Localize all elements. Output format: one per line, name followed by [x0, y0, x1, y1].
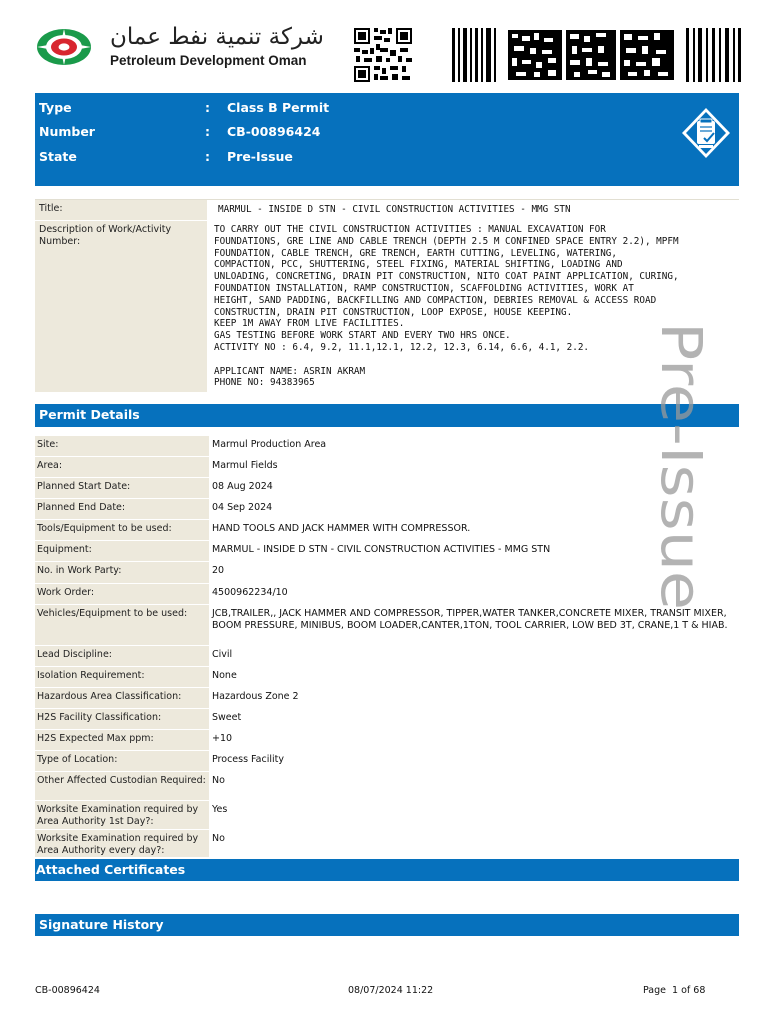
detail-value: 20: [212, 565, 225, 576]
detail-value: Hazardous Zone 2: [212, 691, 299, 702]
description-line: GAS TESTING BEFORE WORK START AND EVERY TWO HRS ONCE.: [214, 330, 511, 342]
detail-label: Worksite Examination required by Area Authority 1st Day?:: [35, 801, 209, 829]
pre-issue-watermark: [648, 318, 724, 618]
barcode-icon: [452, 28, 742, 82]
signature-history-header: Signature History: [35, 914, 739, 936]
detail-value: 4500962234/10: [212, 587, 288, 598]
state-value: Pre-Issue: [227, 149, 293, 164]
detail-label: Planned Start Date:: [35, 478, 209, 498]
detail-value: Sweet: [212, 712, 242, 723]
detail-label: Type of Location:: [35, 751, 209, 771]
detail-label: Tools/Equipment to be used:: [35, 520, 209, 540]
qr-code-icon: [354, 28, 412, 82]
detail-label: No. in Work Party:: [35, 562, 209, 583]
detail-row: [35, 457, 739, 477]
detail-row: [35, 751, 739, 771]
detail-label: Work Order:: [35, 584, 209, 604]
detail-label: Hazardous Area Classification:: [35, 688, 209, 708]
description-line: PHONE NO: 94383965: [214, 377, 315, 389]
detail-label: Site:: [35, 436, 209, 456]
detail-row: [35, 772, 739, 800]
detail-value: HAND TOOLS AND JACK HAMMER WITH COMPRESSOR.: [212, 523, 471, 534]
detail-label: Vehicles/Equipment to be used:: [35, 605, 209, 645]
state-label: State: [39, 149, 77, 164]
number-label: Number: [39, 124, 95, 139]
detail-value: Process Facility: [212, 754, 284, 765]
detail-row: [35, 646, 739, 666]
description-line: UNLOADING, CONCRETING, DRAIN PIT CONSTRUCTION, NITO COAT PAINT APPLICATION, CURING,: [214, 271, 679, 283]
detail-row: [35, 688, 739, 708]
number-separator: :: [205, 124, 210, 139]
detail-label: H2S Facility Classification:: [35, 709, 209, 729]
detail-value: MARMUL - INSIDE D STN - CIVIL CONSTRUCTION ACTIVITIES - MMG STN: [212, 544, 551, 555]
detail-value: Marmul Fields: [212, 460, 278, 471]
detail-label: Lead Discipline:: [35, 646, 209, 666]
detail-row: [35, 541, 739, 561]
detail-row: [35, 605, 739, 645]
description-line: APPLICANT NAME: ASRIN AKRAM: [214, 365, 366, 377]
detail-row: [35, 584, 739, 604]
description-line: CONSTRUCTIN, DRAIN PIT CONSTRUCTION, LOOP EXPOSE, HOUSE KEEPING.: [214, 306, 573, 318]
attached-certificates-header: Attached Certificates: [35, 859, 739, 881]
detail-label: H2S Expected Max ppm:: [35, 730, 209, 750]
logo-arabic-text: شركة تنمية نفط عمان: [110, 24, 324, 50]
detail-row: [35, 801, 739, 829]
description-line: COMPACTION, PCC, SHUTTERING, STEEL FIXING, MATERIAL SHIFTING, LOADING AND: [214, 259, 623, 271]
detail-label: Equipment:: [35, 541, 209, 561]
detail-label: Worksite Examination required by Area Authority every day?:: [35, 830, 209, 857]
permit-banner: [35, 93, 739, 186]
title-label: Title:: [35, 200, 207, 220]
detail-label: Area:: [35, 457, 209, 477]
type-separator: :: [205, 100, 210, 115]
detail-value: No: [212, 833, 225, 844]
description-line: HEIGHT, SAND PADDING, BACKFILLING AND COMPACTION, DEBRIES REMOVAL & ACCESS ROAD: [214, 294, 657, 306]
detail-label: Other Affected Custodian Required:: [35, 772, 209, 800]
pdo-logo: [36, 24, 324, 70]
footer-datetime: 08/07/2024 11:22: [348, 985, 434, 996]
permit-details-header: Permit Details: [35, 404, 739, 427]
detail-row: [35, 830, 739, 857]
detail-row: [35, 520, 739, 540]
detail-row: [35, 499, 739, 519]
detail-row: [35, 436, 739, 456]
detail-label: Isolation Requirement:: [35, 667, 209, 687]
type-value: Class B Permit: [227, 100, 330, 115]
detail-label: Planned End Date:: [35, 499, 209, 519]
logo-english-text: Petroleum Development Oman: [110, 53, 307, 68]
detail-value: Marmul Production Area: [212, 439, 327, 450]
description-line: TO CARRY OUT THE CIVIL CONSTRUCTION ACTIVITIES : MANUAL EXCAVATION FOR: [214, 224, 606, 235]
description-label: Description of Work/Activity Number:: [35, 221, 207, 392]
detail-value: Yes: [212, 804, 228, 815]
detail-value: JCB,TRAILER,, JACK HAMMER AND COMPRESSOR, TIPPER,WATER TANKER,CONCRETE MIXER, TRANSIT MIXER, BOOM PRESSURE, MINIBUS, BOOM LOADER,CANTER,1TON, TOOL CARRIER, LOW BED 3T, CRANE,1 T & HIAB.: [212, 608, 728, 631]
detail-row: [35, 478, 739, 498]
detail-value: +10: [212, 733, 233, 744]
detail-row: [35, 709, 739, 729]
title-value: MARMUL - INSIDE D STN - CIVIL CONSTRUCTION ACTIVITIES - MMG STN: [218, 204, 571, 215]
description-line: FOUNDATION, CABLE TRENCH, GRE TRENCH, EARTH CUTTING, LEVELING, WATERING,: [214, 247, 617, 259]
footer-page-number: Page 1 of 68: [643, 985, 706, 996]
number-value: CB-00896424: [227, 124, 321, 139]
detail-value: Civil: [212, 649, 233, 660]
permit-clipboard-icon: [681, 107, 731, 159]
detail-value: 08 Aug 2024: [212, 481, 273, 492]
detail-value: No: [212, 775, 225, 786]
description-line: ACTIVITY NO : 6.4, 9.2, 11.1,12.1, 12.2, 12.3, 6.14, 6.6, 4.1, 2.2.: [214, 341, 590, 353]
description-line: FOUNDATIONS, GRE LINE AND CABLE TRENCH (DEPTH 2.5 M CONFINED SPACE ENTRY 2.2), MPFM: [214, 235, 679, 247]
detail-row: [35, 730, 739, 750]
detail-row: [35, 562, 739, 583]
footer-permit-number: CB-00896424: [35, 985, 100, 996]
type-label: Type: [39, 100, 72, 115]
pdo-emblem-icon: [36, 26, 102, 66]
watermark-text: Pre-Issue: [648, 322, 713, 577]
description-line: FOUNDATION INSTALLATION, RAMP CONSTRUCTION, SCAFFOLDING ACTIVITIES, WORK AT: [214, 282, 634, 294]
detail-row: [35, 667, 739, 687]
title-description-table: [35, 199, 739, 391]
state-separator: :: [205, 149, 210, 164]
description-line: KEEP 1M AWAY FROM LIVE FACILITIES.: [214, 318, 405, 330]
detail-value: None: [212, 670, 237, 681]
detail-value: 04 Sep 2024: [212, 502, 273, 513]
